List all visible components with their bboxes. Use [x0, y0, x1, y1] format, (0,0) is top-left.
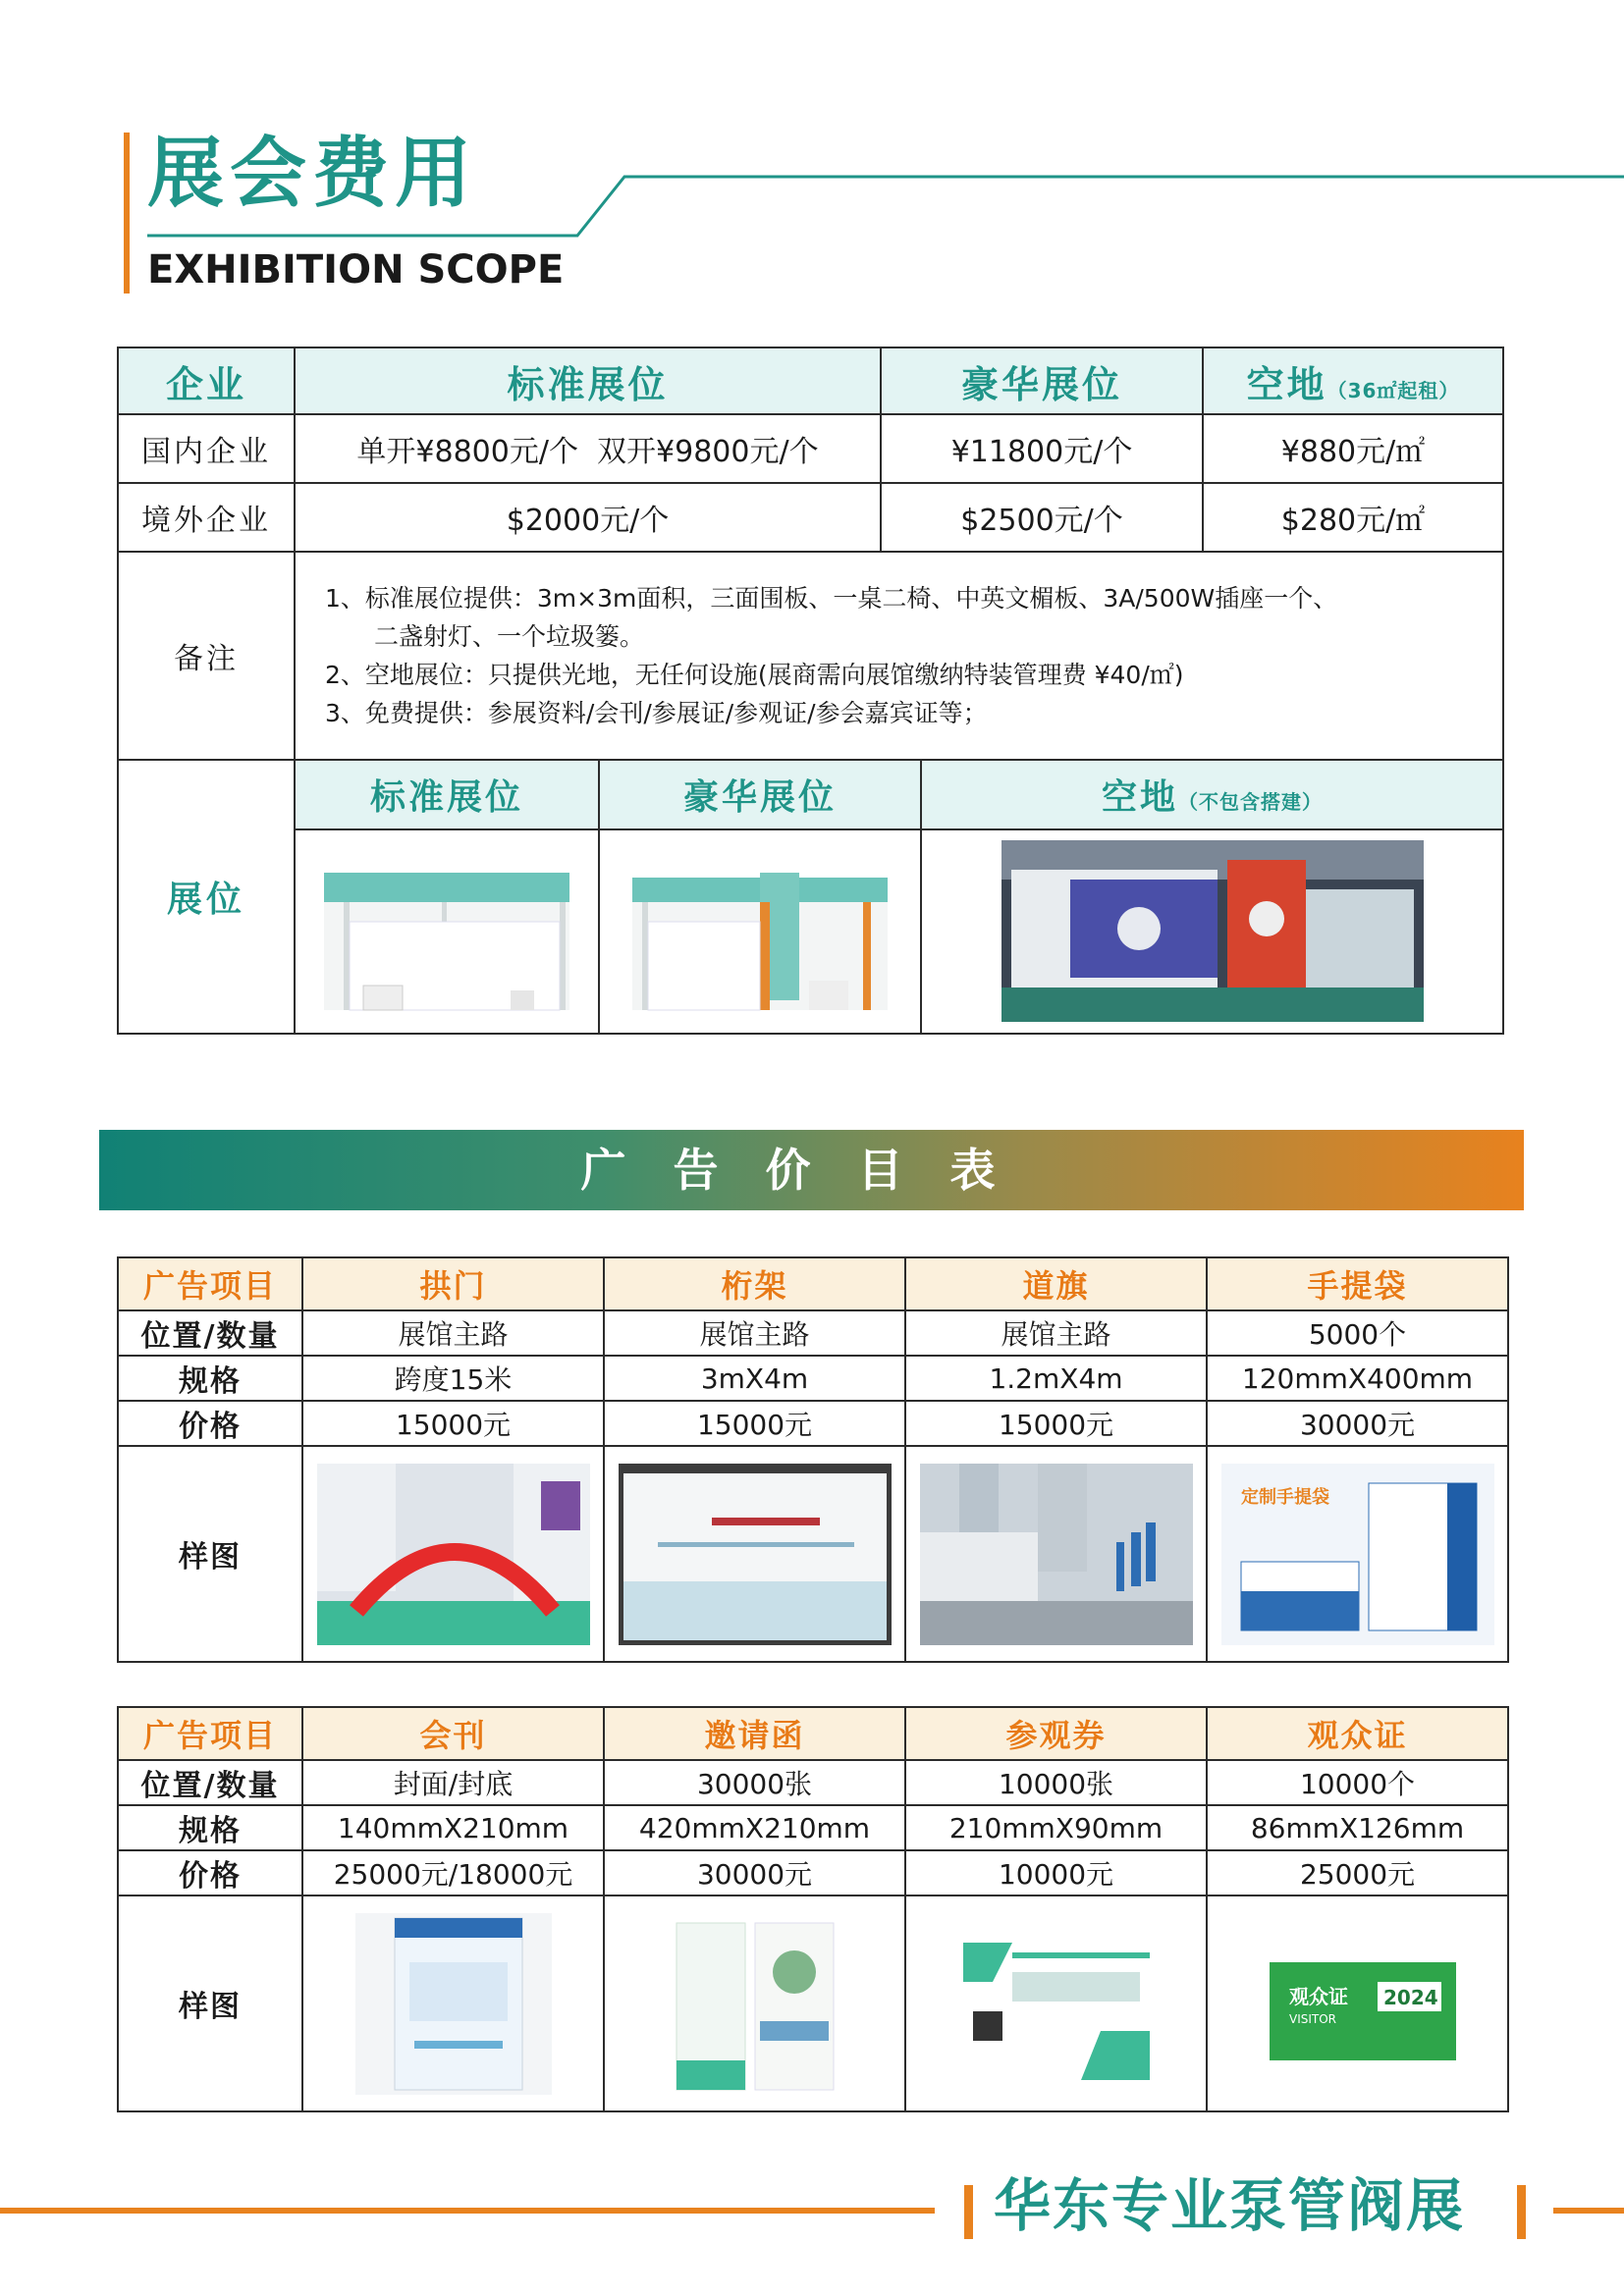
bag-sample-title: 定制手提袋: [1240, 1486, 1329, 1508]
badge-visitor-en: VISITOR: [1288, 2011, 1336, 2026]
ad1-cell: 展馆主路: [302, 1310, 604, 1356]
ad1-cell: 15000元: [604, 1401, 905, 1446]
ad1-cell: 15000元: [905, 1401, 1207, 1446]
ad2-cell: 10000张: [905, 1760, 1207, 1805]
header-decor-line: [0, 0, 1624, 255]
fee-row-label: 境外企业: [118, 483, 295, 552]
ad2-cell: 25000元: [1207, 1850, 1508, 1896]
fee-cell: $2500元/个: [881, 483, 1203, 552]
ad2-row: [118, 1850, 1508, 1896]
fee-cell: ¥11800元/个: [881, 414, 1203, 483]
note-line: 1、标准展位提供：3m×3m面积，三面围板、一桌二椅、中英文楣板、3A/500W插座一个、: [325, 584, 1338, 613]
fee-row-domestic: [118, 414, 1503, 483]
ad2-header: 广告项目: [118, 1707, 302, 1760]
booth-standard-image: [296, 829, 599, 1034]
ad2-header: 观众证: [1207, 1707, 1508, 1760]
notes-label: 备注: [118, 552, 295, 760]
ad1-header: 道旗: [905, 1257, 1207, 1310]
arch-sample-image: [302, 1446, 604, 1662]
footer-line-right: [1553, 2208, 1624, 2214]
note-line: 2、空地展位：只提供光地，无任何设施(展商需向展馆缴纳特装管理费 ¥40/㎡): [325, 661, 1184, 689]
ad-table-2: [117, 1706, 1509, 2112]
fee-header-luxury: 豪华展位: [881, 347, 1203, 414]
ad1-cell: 1.2mX4m: [905, 1356, 1207, 1401]
footer-line-left: [0, 2208, 935, 2214]
note-line: 二盏射灯、一个垃圾篓。: [374, 622, 645, 651]
ad-table-1: [117, 1256, 1509, 1663]
fee-table: [117, 347, 1504, 1035]
booth-luxury-title: 豪华展位: [599, 761, 921, 829]
ad1-header: 桁架: [604, 1257, 905, 1310]
page-subtitle: EXHIBITION SCOPE: [147, 247, 565, 293]
booth-space-image: [921, 829, 1502, 1034]
ad2-row-label: 位置/数量: [118, 1760, 302, 1805]
catalog-sample-image: [302, 1896, 604, 2111]
notes-content: [295, 552, 1503, 760]
fee-cell: $280元/㎡: [1203, 483, 1503, 552]
ad2-header: 邀请函: [604, 1707, 905, 1760]
ad2-row: [118, 1760, 1508, 1805]
ad1-row-label: 价格: [118, 1401, 302, 1446]
badge-sample-image: [1207, 1896, 1508, 2111]
badge-visitor-title: 观众证: [1288, 1984, 1348, 2008]
ad2-cell: 420mmX210mm: [604, 1805, 905, 1850]
ad1-row: [118, 1356, 1508, 1401]
ad1-cell: 展馆主路: [905, 1310, 1207, 1356]
fee-header-company: 企业: [118, 347, 295, 414]
note-line: 3、免费提供：参展资料/会刊/参展证/参观证/参会嘉宾证等；: [325, 699, 988, 727]
ad1-sample-label: 样图: [118, 1446, 302, 1662]
fee-row-overseas: [118, 483, 1503, 552]
booth-standard-title: 标准展位: [296, 761, 599, 829]
fee-cell: $2000元/个: [295, 483, 881, 552]
ad2-header: 会刊: [302, 1707, 604, 1760]
ad1-header: 手提袋: [1207, 1257, 1508, 1310]
truss-sample-image: [604, 1446, 905, 1662]
ad1-cell: 15000元: [302, 1401, 604, 1446]
fee-header-space-label: 空地: [1246, 362, 1327, 406]
ad2-row: [118, 1805, 1508, 1850]
ad2-cell: 86mmX126mm: [1207, 1805, 1508, 1850]
ad2-row-label: 价格: [118, 1850, 302, 1896]
ad2-cell: 210mmX90mm: [905, 1805, 1207, 1850]
ad1-row: [118, 1401, 1508, 1446]
bag-sample-image: [1207, 1446, 1508, 1662]
ad2-cell: 10000元: [905, 1850, 1207, 1896]
ad1-cell: 跨度15米: [302, 1356, 604, 1401]
ad1-cell: 展馆主路: [604, 1310, 905, 1356]
footer-slogan: 华东专业泵管阀展: [994, 2172, 1466, 2239]
ad1-cell: 5000个: [1207, 1310, 1508, 1356]
ad1-cell: 3mX4m: [604, 1356, 905, 1401]
booth-space-label: 空地: [1102, 776, 1179, 818]
booth-space-note: （不包含搭建）: [1178, 789, 1324, 814]
ticket-sample-image: [905, 1896, 1207, 2111]
footer-bar-left: [964, 2185, 973, 2239]
invitation-sample-image: [604, 1896, 905, 2111]
ad1-row-label: 位置/数量: [118, 1310, 302, 1356]
ad2-cell: 30000元: [604, 1850, 905, 1896]
booth-space-title: [921, 761, 1502, 829]
booth-label: 展位: [118, 760, 295, 1034]
fee-header-standard: 标准展位: [295, 347, 881, 414]
flag-sample-image: [905, 1446, 1207, 1662]
footer-bar-right: [1517, 2185, 1526, 2239]
ad2-sample-label: 样图: [118, 1896, 302, 2111]
page-title: 展会费用: [147, 130, 478, 218]
ad1-cell: 30000元: [1207, 1401, 1508, 1446]
ad1-cell: 120mmX400mm: [1207, 1356, 1508, 1401]
fee-cell: ¥880元/㎡: [1203, 414, 1503, 483]
ad2-cell: 封面/封底: [302, 1760, 604, 1805]
ad1-row-label: 规格: [118, 1356, 302, 1401]
ad1-row: [118, 1310, 1508, 1356]
fee-cell: 单开¥8800元/个 双开¥9800元/个: [295, 414, 881, 483]
ad2-cell: 30000张: [604, 1760, 905, 1805]
fee-row-label: 国内企业: [118, 414, 295, 483]
ad1-header: 广告项目: [118, 1257, 302, 1310]
ad2-cell: 25000元/18000元: [302, 1850, 604, 1896]
ad2-row-label: 规格: [118, 1805, 302, 1850]
fee-header-space-note: （36㎡起租）: [1326, 378, 1460, 402]
ad2-cell: 10000个: [1207, 1760, 1508, 1805]
ad2-cell: 140mmX210mm: [302, 1805, 604, 1850]
badge-visitor-year: 2024: [1382, 1985, 1438, 2009]
fee-header-space: [1203, 347, 1503, 414]
booth-luxury-image: [599, 829, 921, 1034]
ad-price-title: 广告价目表: [580, 1144, 1043, 1197]
ad2-header: 参观券: [905, 1707, 1207, 1760]
ad1-header: 拱门: [302, 1257, 604, 1310]
